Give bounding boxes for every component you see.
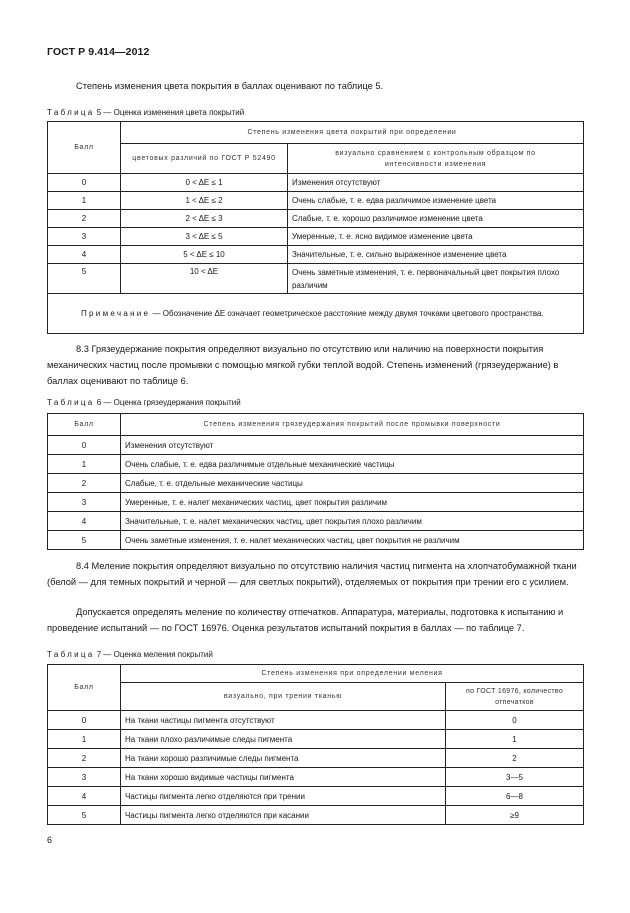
table7	[47, 664, 584, 825]
table6-col-desc: Степень изменения грязеудержания покрытий после промывки поверхности	[121, 414, 584, 436]
table7-col-b: по ГОСТ 16976, количество отпечатков	[446, 683, 584, 711]
table7-caption: Таблица 7 — Оценка меления покрытий	[47, 650, 213, 659]
paragraph-8-4-continued: Допускается определять меление по количеству отпечатков. Аппаратура, материалы, подготовка к испытанию и проведение испытаний — по ГОСТ 16976. Оценка результатов испытаний покрытия в баллах — по таблице 7.	[47, 607, 564, 633]
table-row: 0 0 < ΔE ≤ 1 Изменения отсутствуют	[48, 174, 584, 192]
table5-caption: Таблица 5 — Оценка изменения цвета покрытий	[47, 108, 245, 117]
table-row: 3 На ткани хорошо видимые частицы пигмента 3—5	[48, 768, 584, 787]
table-row: 4 Значительные, т. е. налет механических частиц, цвет покрытия плохо различим	[48, 512, 584, 531]
intro-paragraph: Степень изменения цвета покрытия в баллах оценивают по таблице 5.	[76, 81, 384, 91]
table5-col-group: Степень изменения цвета покрытий при определении	[121, 122, 584, 144]
table5-col-ball: Балл	[48, 122, 121, 174]
table-row: 3 3 < ΔE ≤ 5 Умеренные, т. е. ясно видимое изменение цвета	[48, 228, 584, 246]
table-row: 2 Слабые, т. е. отдельные механические частицы	[48, 474, 584, 493]
table-row: 0 Изменения отсутствуют	[48, 436, 584, 455]
table-row: 2 На ткани хорошо различимые следы пигмента 2	[48, 749, 584, 768]
table7-col-ball: Балл	[48, 665, 121, 711]
table5-note: Примечание — Обозначение ΔE означает геометрическое расстояние между двумя точками цветового пространства.	[48, 294, 584, 334]
table6-col-ball: Балл	[48, 414, 121, 436]
table-row: 5 10 < ΔE Очень заметные изменения, т. е. первоначальный цвет покрытия плохо различим	[48, 264, 584, 294]
document-header: ГОСТ Р 9.414—2012	[47, 46, 150, 58]
table7-col-group: Степень изменения при определении меления	[121, 665, 584, 683]
table-row: 5 Частицы пигмента легко отделяются при касании ≥9	[48, 806, 584, 825]
table-row: 0 На ткани частицы пигмента отсутствуют 0	[48, 711, 584, 730]
paragraph-8-3: 8.3 Грязеудержание покрытия определяют визуально по отсутствию или наличию на поверхности покрытия механических частиц после промывки с помощью мягкой губки теплой водой. Степень изменений (грязеудержание) в баллах оценивают по таблице 6.	[47, 344, 559, 386]
table-row: 1 1 < ΔE ≤ 2 Очень слабые, т. е. едва различимое изменение цвета	[48, 192, 584, 210]
table-row: 4 5 < ΔE ≤ 10 Значительные, т. е. сильно выраженное изменение цвета	[48, 246, 584, 264]
paragraph-8-4: 8.4 Меление покрытия определяют визуально по отсутствию наличия частиц пигмента на хлопчатобумажной ткани (белой — для темных покрытий и черной — для светлых покрытий), отделяемых от покрытия при трении его с усилием.	[47, 561, 577, 587]
table5	[47, 121, 584, 334]
table-row: 5 Очень заметные изменения, т. е. налет механических частиц, цвет покрытия не различим	[48, 531, 584, 550]
page-number: 6	[47, 835, 53, 845]
table-row: 2 2 < ΔE ≤ 3 Слабые, т. е. хорошо различимое изменение цвета	[48, 210, 584, 228]
table-row: 1 На ткани плохо различимые следы пигмента 1	[48, 730, 584, 749]
table6	[47, 413, 584, 550]
table5-col-a: цветовых различий по ГОСТ Р 52490	[121, 144, 288, 174]
table-row: 1 Очень слабые, т. е. едва различимые отдельные механические частицы	[48, 455, 584, 474]
table5-col-b: визуально сравнением с контрольным образцом по интенсивности изменения	[288, 144, 584, 174]
table6-caption: Таблица 6 — Оценка грязеудержания покрытий	[47, 398, 241, 407]
table-row: 4 Частицы пигмента легко отделяются при трении 6—8	[48, 787, 584, 806]
table-row: 3 Умеренные, т. е. налет механических частиц, цвет покрытия различим	[48, 493, 584, 512]
table7-col-a: визуально, при трении тканью	[121, 683, 446, 711]
